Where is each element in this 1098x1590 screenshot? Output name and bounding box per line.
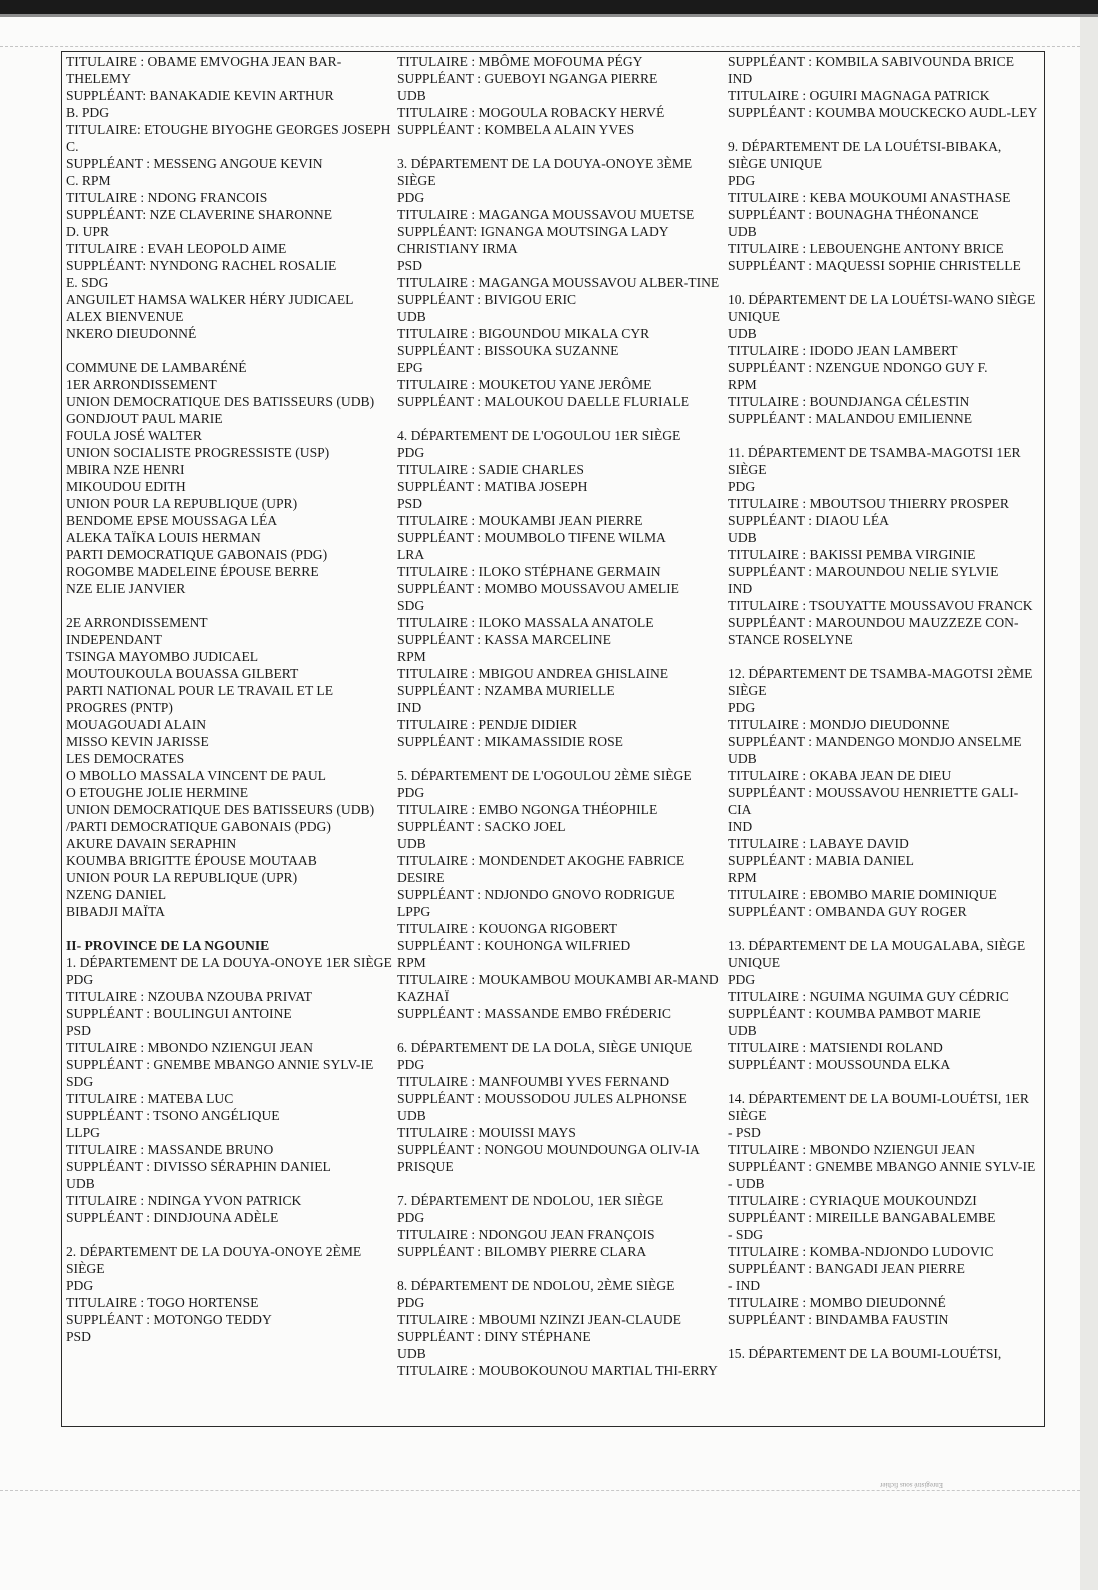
- spacer: [66, 920, 392, 937]
- list-line: ANGUILET HAMSA WALKER HÉRY JUDICAEL: [66, 292, 354, 307]
- list-line: - IND: [728, 1278, 761, 1293]
- footer-note: Enregistré sous fichier: [880, 1481, 943, 1489]
- suppleant-entry: SUPPLÉANT : MALOUKOU DAELLE FLURIALE: [397, 394, 690, 409]
- suppleant-entry: SUPPLÉANT : MAQUESSI SOPHIE CHRISTELLE: [728, 258, 1021, 273]
- list-line: PSD: [66, 1329, 91, 1344]
- list-line: IND: [397, 700, 422, 715]
- suppleant-entry: SUPPLÉANT : MESSENG ANGOUE KEVIN: [66, 156, 323, 171]
- titulaire-entry: TITULAIRE : ILOKO MASSALA ANATOLE: [397, 615, 654, 630]
- spacer: [728, 1073, 1040, 1090]
- suppleant-entry: SUPPLÉANT : KOMBILA SABIVOUNDA BRICE: [728, 54, 1015, 69]
- suppleant-entry: SUPPLÉANT : MOUMBOLO TIFENE WILMA: [397, 530, 666, 545]
- list-line: PDG: [66, 972, 94, 987]
- list-line: AKURE DAVAIN SERAPHIN: [66, 836, 237, 851]
- titulaire-entry: TITULAIRE : OGUIRI MAGNAGA PATRICK: [728, 88, 990, 103]
- titulaire-entry: TITULAIRE : EVAH LEOPOLD AIME: [66, 241, 287, 256]
- list-line: UNION DEMOCRATIQUE DES BATISSEURS (UDB): [66, 394, 375, 409]
- titulaire-entry: TITULAIRE : KOUONGA RIGOBERT: [397, 921, 618, 936]
- list-line: B. PDG: [66, 105, 110, 120]
- list-line: PDG: [728, 972, 756, 987]
- list-line: - SDG: [728, 1227, 764, 1242]
- list-line: PSD: [397, 258, 422, 273]
- list-line: NZE ELIE JANVIER: [66, 581, 186, 596]
- titulaire-entry: TITULAIRE : NDONGOU JEAN FRANÇOIS: [397, 1227, 655, 1242]
- spacer: [397, 1022, 721, 1039]
- list-line: PDG: [66, 1278, 94, 1293]
- titulaire-entry: TITULAIRE : PENDJE DIDIER: [397, 717, 578, 732]
- department-heading: 3. DÉPARTEMENT DE LA DOUYA-ONOYE 3ÈME SIÈGE: [397, 156, 693, 188]
- titulaire-entry: TITULAIRE : MATSIENDI ROLAND: [728, 1040, 943, 1055]
- suppleant-entry: SUPPLÉANT : MOUSSAVOU HENRIETTE GALI-CIA: [728, 785, 1019, 817]
- scan-right-margin: [1080, 17, 1098, 1590]
- department-heading: 9. DÉPARTEMENT DE LA LOUÉTSI-BIBAKA, SIÈGE UNIQUE: [728, 139, 1002, 171]
- titulaire-entry: TITULAIRE : MANFOUMBI YVES FERNAND: [397, 1074, 670, 1089]
- titulaire-entry: TITULAIRE : NGUIMA NGUIMA GUY CÉDRIC: [728, 989, 1009, 1004]
- suppleant-entry: SUPPLÉANT : DINDJOUNA ADÈLE: [66, 1210, 279, 1225]
- titulaire-entry: TITULAIRE : MBONDO NZIENGUI JEAN: [66, 1040, 313, 1055]
- list-line: ALEX BIENVENUE: [66, 309, 184, 324]
- suppleant-entry: SUPPLÉANT : TSONO ANGÉLIQUE: [66, 1108, 280, 1123]
- department-heading: 2. DÉPARTEMENT DE LA DOUYA-ONOYE 2ÈME SIÈGE: [66, 1244, 362, 1276]
- department-heading: 8. DÉPARTEMENT DE NDOLOU, 2ÈME SIÈGE: [397, 1278, 675, 1293]
- department-heading: 5. DÉPARTEMENT DE L'OGOULOU 2ÈME SIÈGE: [397, 768, 692, 783]
- list-line: PDG: [397, 1210, 425, 1225]
- list-line: MOUTOUKOULA BOUASSA GILBERT: [66, 666, 299, 681]
- list-line: BENDOME EPSE MOUSSAGA LÉA: [66, 513, 278, 528]
- suppleant-entry: SUPPLÉANT : GNEMBE MBANGO ANNIE SYLV-IE: [728, 1159, 1036, 1174]
- department-heading: 13. DÉPARTEMENT DE LA MOUGALABA, SIÈGE UNIQUE: [728, 938, 1026, 970]
- list-line: PDG: [397, 445, 425, 460]
- fold-line-top: [0, 46, 1080, 47]
- suppleant-entry: SUPPLÉANT : BOULINGUI ANTOINE: [66, 1006, 292, 1021]
- spacer: [66, 1226, 392, 1243]
- spacer: [728, 1328, 1040, 1345]
- titulaire-entry: TITULAIRE : NDONG FRANCOIS: [66, 190, 268, 205]
- list-line: LES DEMOCRATES: [66, 751, 185, 766]
- suppleant-entry: SUPPLÉANT : NDJONDO GNOVO RODRIGUE: [397, 887, 675, 902]
- list-line: UDB: [728, 530, 757, 545]
- department-heading: 7. DÉPARTEMENT DE NDOLOU, 1ER SIÈGE: [397, 1193, 664, 1208]
- suppleant-entry: SUPPLÉANT : KOUMBA MOUCKECKO AUDL-LEY: [728, 105, 1038, 120]
- list-line: RPM: [397, 649, 426, 664]
- suppleant-entry: SUPPLÉANT: BANAKADIE KEVIN ARTHUR: [66, 88, 334, 103]
- list-line: 2E ARRONDISSEMENT: [66, 615, 208, 630]
- list-line: UDB: [397, 1108, 426, 1123]
- titulaire-entry: TITULAIRE : OKABA JEAN DE DIEU: [728, 768, 952, 783]
- suppleant-entry: SUPPLÉANT : DINY STÉPHANE: [397, 1329, 591, 1344]
- list-line: PDG: [728, 700, 756, 715]
- titulaire-entry: TITULAIRE : MBOUMI NZINZI JEAN-CLAUDE: [397, 1312, 681, 1327]
- province-heading: II- PROVINCE DE LA NGOUNIE: [66, 938, 270, 953]
- spacer: [66, 597, 392, 614]
- list-line: UDB: [397, 1346, 426, 1361]
- suppleant-entry: SUPPLÉANT : GUEBOYI NGANGA PIERRE: [397, 71, 658, 86]
- list-line: MBIRA NZE HENRI: [66, 462, 185, 477]
- titulaire-entry: TITULAIRE : MOUKETOU YANE JERÔME: [397, 377, 652, 392]
- list-line: PSD: [397, 496, 422, 511]
- list-line: 1ER ARRONDISSEMENT: [66, 377, 217, 392]
- titulaire-entry: TITULAIRE : IDODO JEAN LAMBERT: [728, 343, 958, 358]
- list-line: TSINGA MAYOMBO JUDICAEL: [66, 649, 259, 664]
- list-line: PDG: [397, 1295, 425, 1310]
- titulaire-entry: TITULAIRE : NZOUBA NZOUBA PRIVAT: [66, 989, 312, 1004]
- list-line: MISSO KEVIN JARISSE: [66, 734, 209, 749]
- titulaire-entry: TITULAIRE : KOMBA-NDJONDO LUDOVIC: [728, 1244, 994, 1259]
- list-line: PDG: [728, 173, 756, 188]
- spacer: [397, 1175, 721, 1192]
- titulaire-entry: TITULAIRE : MBÔME MOFOUMA PÉGY: [397, 54, 643, 69]
- titulaire-entry: TITULAIRE : OBAME EMVOGHA JEAN BAR-THELEMY: [66, 54, 342, 86]
- titulaire-entry: TITULAIRE : MOUKAMBI JEAN PIERRE: [397, 513, 643, 528]
- suppleant-entry: SUPPLÉANT: IGNANGA MOUTSINGA LADY CHRISTIANY IRMA: [397, 224, 669, 256]
- list-line: - UDB: [728, 1176, 765, 1191]
- department-heading: 14. DÉPARTEMENT DE LA BOUMI-LOUÉTSI, 1ER SIÈGE: [728, 1091, 1029, 1123]
- titulaire-entry: TITULAIRE : TSOUYATTE MOUSSAVOU FRANCK: [728, 598, 1033, 613]
- suppleant-entry: SUPPLÉANT : MAROUNDOU NELIE SYLVIE: [728, 564, 999, 579]
- suppleant-entry: SUPPLÉANT : NZAMBA MURIELLE: [397, 683, 615, 698]
- list-line: O ETOUGHE JOLIE HERMINE: [66, 785, 249, 800]
- titulaire-entry: TITULAIRE : BAKISSI PEMBA VIRGINIE: [728, 547, 976, 562]
- suppleant-entry: SUPPLÉANT : BIVIGOU ERIC: [397, 292, 577, 307]
- list-line: INDEPENDANT: [66, 632, 162, 647]
- titulaire-entry: TITULAIRE : MBOUTSOU THIERRY PROSPER: [728, 496, 1009, 511]
- suppleant-entry: SUPPLÉANT : BANGADI JEAN PIERRE: [728, 1261, 965, 1276]
- titulaire-entry: TITULAIRE : ILOKO STÉPHANE GERMAIN: [397, 564, 661, 579]
- titulaire-entry: TITULAIRE : MATEBA LUC: [66, 1091, 234, 1106]
- suppleant-entry: SUPPLÉANT : MALANDOU EMILIENNE: [728, 411, 973, 426]
- titulaire-entry: TITULAIRE : LABAYE DAVID: [728, 836, 909, 851]
- titulaire-entry: TITULAIRE: ETOUGHE BIYOGHE GEORGES JOSEPH C.: [66, 122, 391, 154]
- list-line: - PSD: [728, 1125, 761, 1140]
- suppleant-entry: SUPPLÉANT : MATIBA JOSEPH: [397, 479, 588, 494]
- list-line: UDB: [728, 224, 757, 239]
- column-3: [728, 53, 1040, 1423]
- list-line: COMMUNE DE LAMBARÉNÉ: [66, 360, 247, 375]
- list-line: RPM: [728, 377, 757, 392]
- suppleant-entry: SUPPLÉANT : DIVISSO SÉRAPHIN DANIEL: [66, 1159, 331, 1174]
- department-heading: 15. DÉPARTEMENT DE LA BOUMI-LOUÉTSI,: [728, 1346, 1002, 1361]
- list-line: SDG: [397, 598, 425, 613]
- list-line: IND: [728, 71, 753, 86]
- list-line: NKERO DIEUDONNÉ: [66, 326, 197, 341]
- list-line: UDB: [728, 1023, 757, 1038]
- spacer: [728, 427, 1040, 444]
- column-1: [66, 53, 392, 1423]
- list-line: PDG: [728, 479, 756, 494]
- list-line: ALEKA TAÏKA LOUIS HERMAN: [66, 530, 261, 545]
- suppleant-entry: SUPPLÉANT : DIAOU LÉA: [728, 513, 889, 528]
- titulaire-entry: TITULAIRE : MAGANGA MOUSSAVOU ALBER-TINE: [397, 275, 720, 290]
- list-line: IND: [728, 581, 753, 596]
- spacer: [728, 648, 1040, 665]
- list-line: MOUAGOUADI ALAIN: [66, 717, 207, 732]
- list-line: NZENG DANIEL: [66, 887, 167, 902]
- suppleant-entry: SUPPLÉANT : MIKAMASSIDIE ROSE: [397, 734, 623, 749]
- suppleant-entry: SUPPLÉANT : MOUSSOUNDA ELKA: [728, 1057, 951, 1072]
- list-line: PARTI DEMOCRATIQUE GABONAIS (PDG): [66, 547, 328, 562]
- list-line: E. SDG: [66, 275, 109, 290]
- list-line: UDB: [397, 309, 426, 324]
- spacer: [397, 410, 721, 427]
- list-line: UNION POUR LA REPUBLIQUE (UPR): [66, 496, 298, 511]
- spacer: [728, 121, 1040, 138]
- list-line: IND: [728, 819, 753, 834]
- spacer: [728, 920, 1040, 937]
- titulaire-entry: TITULAIRE : MASSANDE BRUNO: [66, 1142, 274, 1157]
- suppleant-entry: SUPPLÉANT : BINDAMBA FAUSTIN: [728, 1312, 949, 1327]
- scan-top-bar: [0, 0, 1098, 14]
- department-heading: 4. DÉPARTEMENT DE L'OGOULOU 1ER SIÈGE: [397, 428, 681, 443]
- list-line: PDG: [397, 190, 425, 205]
- suppleant-entry: SUPPLÉANT : MASSANDE EMBO FRÉDERIC: [397, 1006, 671, 1021]
- list-line: LLPG: [66, 1125, 100, 1140]
- suppleant-entry: SUPPLÉANT : GNEMBE MBANGO ANNIE SYLV-IE: [66, 1057, 374, 1072]
- list-line: RPM: [728, 870, 757, 885]
- list-line: UNION DEMOCRATIQUE DES BATISSEURS (UDB) /PARTI DEMOCRATIQUE GABONAIS (PDG): [66, 802, 375, 834]
- titulaire-entry: TITULAIRE : MONDENDET AKOGHE FABRICE DESIRE: [397, 853, 685, 885]
- department-heading: 1. DÉPARTEMENT DE LA DOUYA-ONOYE 1ER SIÈGE: [66, 955, 392, 970]
- list-line: UDB: [397, 88, 426, 103]
- list-line: PDG: [397, 785, 425, 800]
- suppleant-entry: SUPPLÉANT : MANDENGO MONDJO ANSELME: [728, 734, 1022, 749]
- suppleant-entry: SUPPLÉANT : NONGOU MOUNDOUNGA OLIV-IA PRISQUE: [397, 1142, 700, 1174]
- list-line: UDB: [66, 1176, 95, 1191]
- list-line: UNION SOCIALISTE PROGRESSISTE (USP): [66, 445, 330, 460]
- titulaire-entry: TITULAIRE : MBONDO NZIENGUI JEAN: [728, 1142, 975, 1157]
- spacer: [728, 274, 1040, 291]
- list-line: UDB: [728, 326, 757, 341]
- titulaire-entry: TITULAIRE : MONDJO DIEUDONNE: [728, 717, 950, 732]
- titulaire-entry: TITULAIRE : BIGOUNDOU MIKALA CYR: [397, 326, 650, 341]
- list-line: SDG: [66, 1074, 94, 1089]
- suppleant-entry: SUPPLÉANT : MABIA DANIEL: [728, 853, 914, 868]
- column-2: [397, 53, 721, 1423]
- titulaire-entry: TITULAIRE : LEBOUENGHE ANTONY BRICE: [728, 241, 1004, 256]
- suppleant-entry: SUPPLÉANT : SACKO JOEL: [397, 819, 566, 834]
- titulaire-entry: TITULAIRE : MOMBO DIEUDONNÉ: [728, 1295, 946, 1310]
- spacer: [397, 750, 721, 767]
- list-line: PSD: [66, 1023, 91, 1038]
- list-line: UDB: [728, 751, 757, 766]
- department-heading: 12. DÉPARTEMENT DE TSAMBA-MAGOTSI 2ÈME SIÈGE: [728, 666, 1033, 698]
- list-line: O MBOLLO MASSALA VINCENT DE PAUL: [66, 768, 326, 783]
- suppleant-entry: SUPPLÉANT : BOUNAGHA THÉONANCE: [728, 207, 979, 222]
- titulaire-entry: TITULAIRE : NDINGA YVON PATRICK: [66, 1193, 302, 1208]
- titulaire-entry: TITULAIRE : EMBO NGONGA THÉOPHILE: [397, 802, 658, 817]
- list-line: C. RPM: [66, 173, 111, 188]
- suppleant-entry: SUPPLÉANT : BISSOUKA SUZANNE: [397, 343, 619, 358]
- suppleant-entry: SUPPLÉANT: NYNDONG RACHEL ROSALIE: [66, 258, 337, 273]
- list-line: MIKOUDOU EDITH: [66, 479, 186, 494]
- list-line: RPM: [397, 955, 426, 970]
- suppleant-entry: SUPPLÉANT : MOMBO MOUSSAVOU AMELIE: [397, 581, 679, 596]
- list-line: LRA: [397, 547, 425, 562]
- suppleant-entry: SUPPLÉANT : MIREILLE BANGABALEMBE: [728, 1210, 996, 1225]
- titulaire-entry: TITULAIRE : MBIGOU ANDREA GHISLAINE: [397, 666, 669, 681]
- suppleant-entry: SUPPLÉANT : KOUHONGA WILFRIED: [397, 938, 631, 953]
- titulaire-entry: TITULAIRE : SADIE CHARLES: [397, 462, 584, 477]
- list-line: GONDJOUT PAUL MARIE: [66, 411, 223, 426]
- suppleant-entry: SUPPLÉANT : MAROUNDOU MAUZZEZE CON-STANCE ROSELYNE: [728, 615, 1019, 647]
- spacer: [397, 1260, 721, 1277]
- department-heading: 6. DÉPARTEMENT DE LA DOLA, SIÈGE UNIQUE: [397, 1040, 693, 1055]
- list-line: LPPG: [397, 904, 431, 919]
- spacer: [397, 138, 721, 155]
- list-line: EPG: [397, 360, 423, 375]
- titulaire-entry: TITULAIRE : BOUNDJANGA CÉLESTIN: [728, 394, 970, 409]
- titulaire-entry: TITULAIRE : TOGO HORTENSE: [66, 1295, 259, 1310]
- list-line: PARTI NATIONAL POUR LE TRAVAIL ET LE PROGRES (PNTP): [66, 683, 334, 715]
- titulaire-entry: TITULAIRE : KEBA MOUKOUMI ANASTHASE: [728, 190, 1011, 205]
- suppleant-entry: SUPPLÉANT : OMBANDA GUY ROGER: [728, 904, 967, 919]
- suppleant-entry: SUPPLÉANT : BILOMBY PIERRE CLARA: [397, 1244, 647, 1259]
- suppleant-entry: SUPPLÉANT: NZE CLAVERINE SHARONNE: [66, 207, 333, 222]
- list-line: UNION POUR LA REPUBLIQUE (UPR): [66, 870, 298, 885]
- suppleant-entry: SUPPLÉANT : MOUSSODOU JULES ALPHONSE: [397, 1091, 687, 1106]
- suppleant-entry: SUPPLÉANT : NZENGUE NDONGO GUY F.: [728, 360, 988, 375]
- suppleant-entry: SUPPLÉANT : MOTONGO TEDDY: [66, 1312, 272, 1327]
- department-heading: 10. DÉPARTEMENT DE LA LOUÉTSI-WANO SIÈGE UNIQUE: [728, 292, 1036, 324]
- department-heading: 11. DÉPARTEMENT DE TSAMBA-MAGOTSI 1ER SIÈGE: [728, 445, 1021, 477]
- titulaire-entry: TITULAIRE : CYRIAQUE MOUKOUNDZI: [728, 1193, 977, 1208]
- list-line: PDG: [397, 1057, 425, 1072]
- list-line: FOULA JOSÉ WALTER: [66, 428, 202, 443]
- spacer: [66, 342, 392, 359]
- titulaire-entry: TITULAIRE : MOUKAMBOU MOUKAMBI AR-MAND KAZHAÏ: [397, 972, 719, 1004]
- suppleant-entry: SUPPLÉANT : KOUMBA PAMBOT MARIE: [728, 1006, 981, 1021]
- suppleant-entry: SUPPLÉANT : KOMBELA ALAIN YVES: [397, 122, 635, 137]
- titulaire-entry: TITULAIRE : MOUBOKOUNOU MARTIAL THI-ERRY: [397, 1363, 718, 1378]
- suppleant-entry: SUPPLÉANT : KASSA MARCELINE: [397, 632, 611, 647]
- list-line: ROGOMBE MADELEINE ÉPOUSE BERRE: [66, 564, 319, 579]
- titulaire-entry: TITULAIRE : MOGOULA ROBACKY HERVÉ: [397, 105, 665, 120]
- list-line: KOUMBA BRIGITTE ÉPOUSE MOUTAAB: [66, 853, 317, 868]
- list-line: D. UPR: [66, 224, 110, 239]
- list-line: BIBADJI MAÏTA: [66, 904, 165, 919]
- fold-line-bottom: [0, 1490, 1080, 1491]
- titulaire-entry: TITULAIRE : MOUISSI MAYS: [397, 1125, 576, 1140]
- titulaire-entry: TITULAIRE : MAGANGA MOUSSAVOU MUETSE: [397, 207, 695, 222]
- list-line: UDB: [397, 836, 426, 851]
- titulaire-entry: TITULAIRE : EBOMBO MARIE DOMINIQUE: [728, 887, 997, 902]
